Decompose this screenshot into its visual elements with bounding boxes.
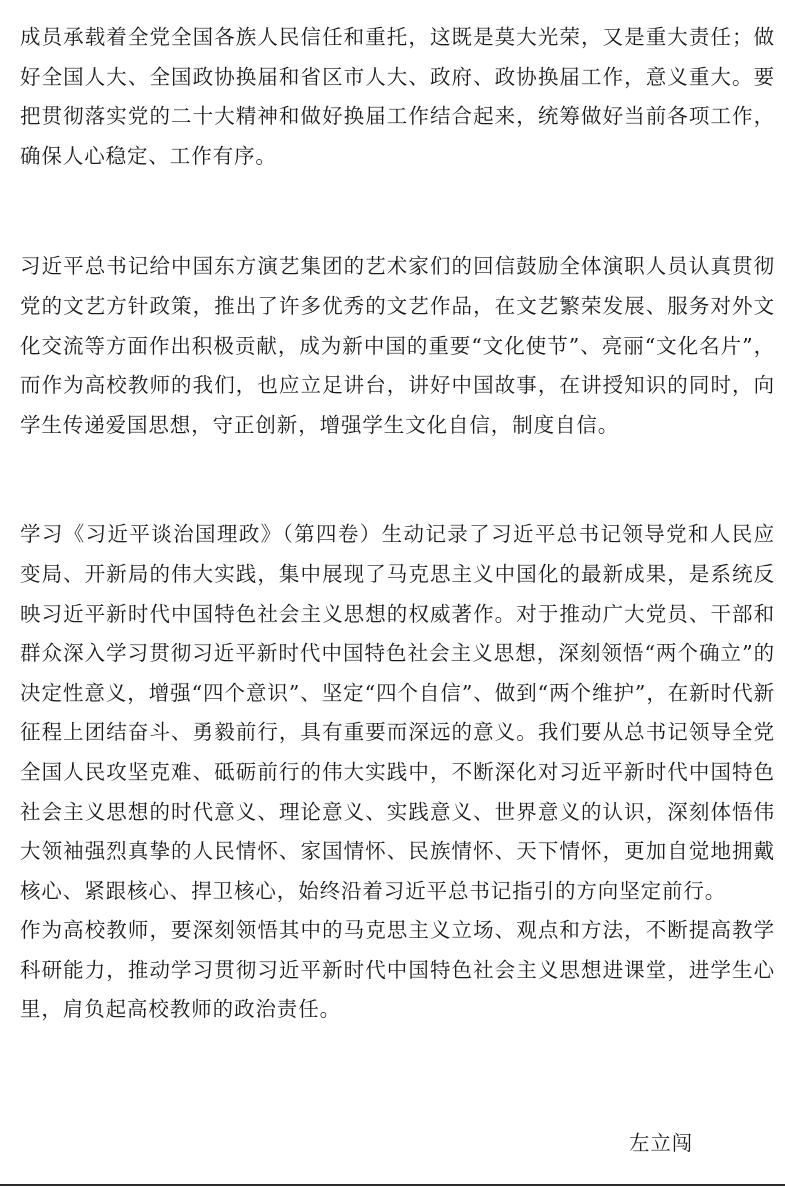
document-body — [20, 18, 775, 1030]
paragraph-1: 成员承载着全党全国各族人民信任和重托，这既是莫大光荣，又是重大责任；做好全国人大、全国政协换届和省区市人大、政府、政协换届工作，意义重大。要把贯彻落实党的二十大精神和做好换届工作结合起来，统筹做好当前各项工作，确保人心稳定、工作有序。 — [20, 25, 775, 168]
paragraph-4: 作为高校教师，要深刻领悟其中的马克思主义立场、观点和方法，不断提高教学科研能力，推动学习贯彻习近平新时代中国特色社会主义思想进课堂，进学生心里，肩负起高校教师的政治责任。 — [20, 918, 775, 1022]
bottom-divider — [0, 1184, 785, 1186]
paragraph-2: 习近平总书记给中国东方演艺集团的艺术家们的回信鼓励全体演职人员认真贯彻党的文艺方针政策，推出了许多优秀的文艺作品，在文艺繁荣发展、服务对外文化交流等方面作出积极贡献，成为新中国的重要“文化使节”、亮丽“文化名片”，而作为高校教师的我们，也应立足讲台，讲好中国故事，在讲授知识的同时，向学生传递爱国思想，守正创新，增强学生文化自信，制度自信。 — [20, 254, 775, 437]
author-signature: 左立闯 — [629, 1131, 694, 1155]
paragraph-3: 学习《习近平谈治国理政》（第四卷）生动记录了习近平总书记领导党和人民应变局、开新局的伟大实践，集中展现了马克思主义中国化的最新成果，是系统反映习近平新时代中国特色社会主义思想的权威著作。对于推动广大党员、干部和群众深入学习贯彻习近平新时代中国特色社会主义思想，深刻领悟“两个确立”的决定性意义，增强“四个意识”、坚定“四个自信”、做到“两个维护”，在新时代新征程上团结奋斗、勇毅前行，具有重要而深远的意义。我们要从总书记领导全党全国人民攻坚克难、砥砺前行的伟大实践中，不断深化对习近平新时代中国特色社会主义思想的时代意义、理论意义、实践意义、世界意义的认识，深刻体悟伟大领袖强烈真挚的人民情怀、家国情怀、民族情怀、天下情怀，更加自觉地拥戴核心、紧跟核心、捍卫核心，始终沿着习近平总书记指引的方向坚定前行。 — [20, 522, 775, 903]
